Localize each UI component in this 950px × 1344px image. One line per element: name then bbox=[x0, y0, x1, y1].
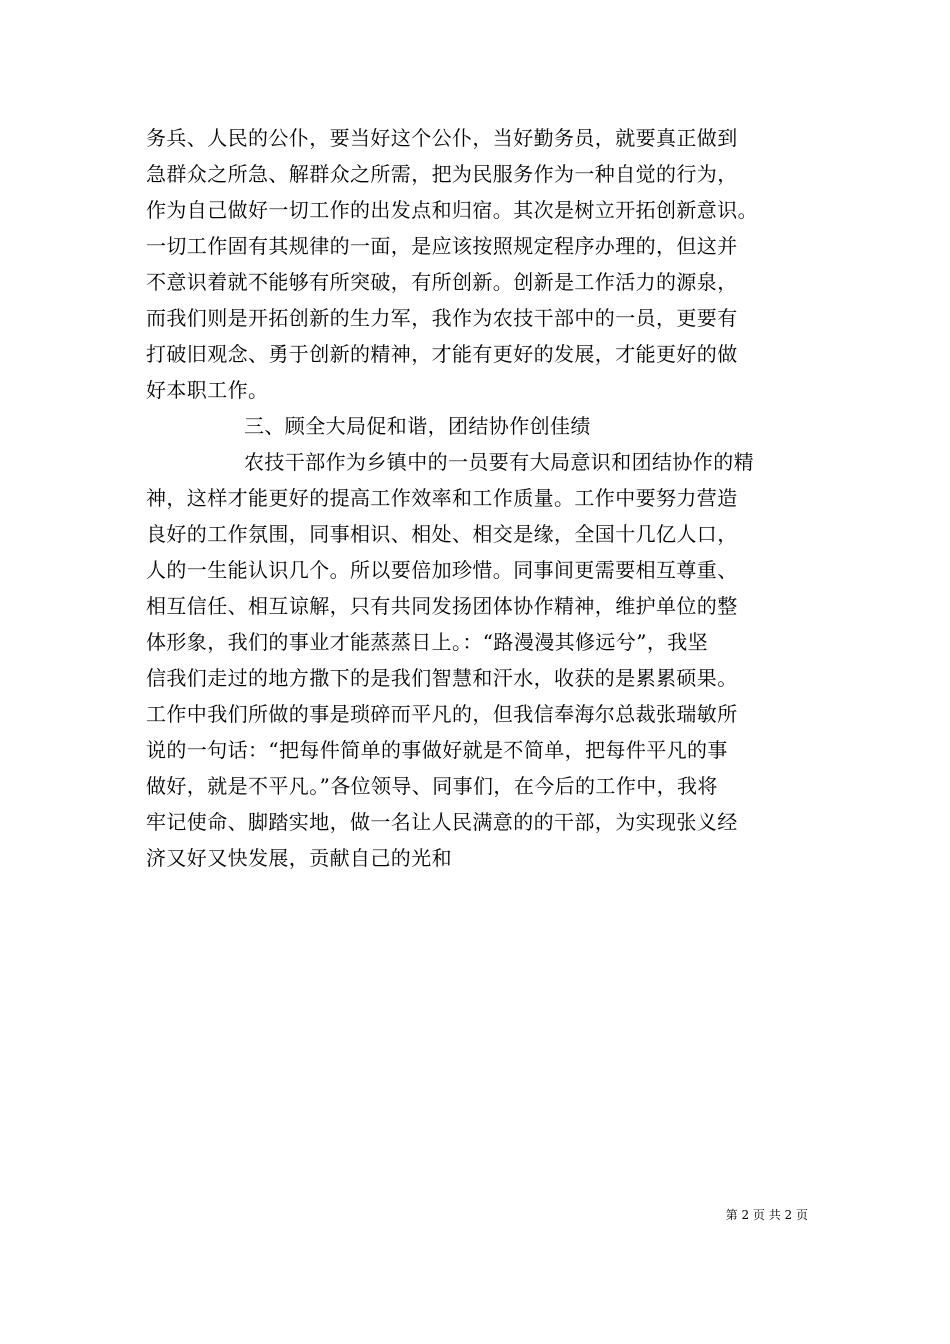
text-line: 工作中我们所做的事是琐碎而平凡的，但我信奉海尔总裁张瑞敏所 bbox=[146, 702, 738, 726]
text-line: 神，这样才能更好的提高工作效率和工作质量。工作中要努力营造 bbox=[146, 486, 738, 510]
text-line: 务兵、人民的公仆，要当好这个公仆，当好勤务员，就要真正做到 bbox=[146, 126, 738, 150]
text-line: 农技干部作为乡镇中的一员要有大局意识和团结协作的精 bbox=[244, 450, 754, 474]
text-line: 信我们走过的地方撒下的是我们智慧和汗水，收获的是累累硕果。 bbox=[146, 666, 738, 690]
text-line: 做好，就是不平凡。”各位领导、同事们，在今后的工作中，我将 bbox=[146, 774, 718, 798]
section-heading: 三、顾全大局促和谐，团结协作创佳绩 bbox=[244, 414, 591, 438]
text-line: 人的一生能认识几个。所以要倍加珍惜。同事间更需要相互尊重、 bbox=[146, 558, 738, 582]
text-line: 急群众之所急、解群众之所需，把为民服务作为一种自觉的行为， bbox=[146, 162, 738, 186]
text-line: 一切工作固有其规律的一面，是应该按照规定程序办理的，但这并 bbox=[146, 234, 738, 258]
text-line: 好本职工作。 bbox=[146, 378, 269, 402]
text-line: 良好的工作氛围，同事相识、相处、相交是缘，全国十几亿人口， bbox=[146, 522, 738, 546]
page-footer: 第 2 页 共 2 页 bbox=[725, 1208, 808, 1222]
text-line: 作为自己做好一切工作的出发点和归宿。其次是树立开拓创新意识。 bbox=[146, 198, 758, 222]
text-line: 打破旧观念、勇于创新的精神，才能有更好的发展，才能更好的做 bbox=[146, 342, 738, 366]
text-line: 而我们则是开拓创新的生力军，我作为农技干部中的一员，更要有 bbox=[146, 306, 738, 330]
text-line: 说的一句话：“把每件简单的事做好就是不简单，把每件平凡的事 bbox=[146, 738, 728, 762]
text-line: 相互信任、相互谅解，只有共同发扬团体协作精神，维护单位的整 bbox=[146, 594, 738, 618]
text-line: 济又好又快发展，贡献自己的光和 bbox=[146, 846, 452, 870]
body-text bbox=[146, 120, 816, 876]
text-line: 体形象，我们的事业才能蒸蒸日上。：“路漫漫其修远兮”，我坚 bbox=[146, 630, 709, 654]
text-line: 不意识着就不能够有所突破，有所创新。创新是工作活力的源泉， bbox=[146, 270, 738, 294]
text-line: 牢记使命、脚踏实地，做一名让人民满意的的干部，为实现张义经 bbox=[146, 810, 738, 834]
